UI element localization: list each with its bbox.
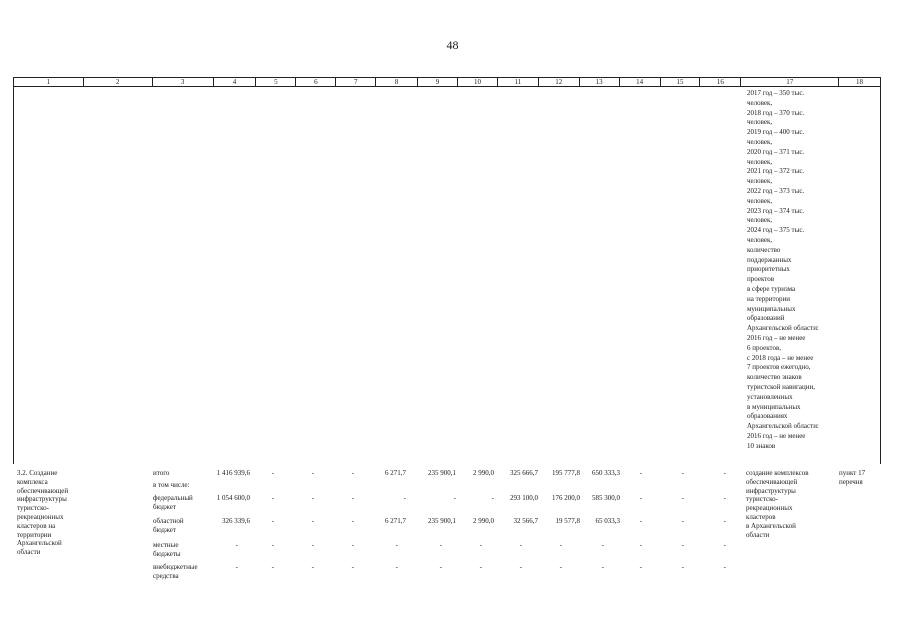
value-col-11: 32 566,7 bbox=[513, 517, 538, 525]
value-col-11: - bbox=[519, 541, 522, 549]
value-col-13: - bbox=[601, 541, 604, 549]
value-col-10: 2 990,0 bbox=[473, 517, 494, 525]
value-col-4: 326 339,6 bbox=[222, 517, 250, 525]
value-col-8: 6 271,7 bbox=[385, 517, 406, 525]
header-col-7: 7 bbox=[335, 78, 375, 86]
table-header-row bbox=[13, 77, 881, 87]
source-label: местные бюджеты bbox=[153, 541, 181, 558]
value-col-16: - bbox=[723, 494, 726, 502]
value-col-16: - bbox=[723, 469, 726, 477]
value-col-8: - bbox=[395, 541, 398, 549]
header-col-9: 9 bbox=[417, 78, 457, 86]
header-col-11: 11 bbox=[497, 78, 538, 86]
value-col-13: - bbox=[601, 563, 604, 571]
header-col-3: 3 bbox=[152, 78, 213, 86]
value-col-11: 325 666,7 bbox=[510, 469, 538, 477]
value-col-4: - bbox=[235, 541, 238, 549]
value-col-14: - bbox=[639, 541, 642, 549]
value-col-9: 235 900,1 bbox=[428, 469, 456, 477]
header-col-17: 17 bbox=[740, 78, 838, 86]
value-col-9: - bbox=[439, 541, 442, 549]
value-col-15: - bbox=[681, 494, 684, 502]
value-col-11: - bbox=[519, 563, 522, 571]
header-col-6: 6 bbox=[295, 78, 335, 86]
value-col-12: - bbox=[559, 563, 562, 571]
value-col-10: - bbox=[479, 563, 482, 571]
header-col-8: 8 bbox=[375, 78, 417, 86]
source-label: в том числе: bbox=[153, 481, 190, 489]
source-label: областной бюджет bbox=[153, 517, 184, 534]
value-col-10: 2 990,0 bbox=[473, 469, 494, 477]
value-col-16: - bbox=[723, 563, 726, 571]
value-col-14: - bbox=[639, 563, 642, 571]
value-col-15: - bbox=[681, 563, 684, 571]
header-col-4: 4 bbox=[213, 78, 256, 86]
header-col-12: 12 bbox=[538, 78, 579, 86]
value-col-14: - bbox=[639, 517, 642, 525]
value-col-4: 1 054 600,0 bbox=[216, 494, 250, 502]
page-number: 48 bbox=[446, 38, 459, 52]
value-col-7: - bbox=[351, 517, 354, 525]
value-col-8: 6 271,7 bbox=[385, 469, 406, 477]
value-col-12: 195 777,8 bbox=[552, 469, 580, 477]
value-col-13: 585 300,0 bbox=[592, 494, 620, 502]
value-col-12: - bbox=[559, 541, 562, 549]
value-col-15: - bbox=[681, 517, 684, 525]
value-col-13: 65 033,3 bbox=[595, 517, 620, 525]
header-col-15: 15 bbox=[660, 78, 700, 86]
value-col-11: 293 100,0 bbox=[510, 494, 538, 502]
value-col-12: 176 200,0 bbox=[552, 494, 580, 502]
header-col-16: 16 bbox=[699, 78, 740, 86]
source-label: федеральный бюджет bbox=[153, 494, 193, 511]
table-border-right bbox=[880, 87, 881, 464]
value-col-7: - bbox=[351, 469, 354, 477]
value-col-14: - bbox=[639, 494, 642, 502]
header-col-1: 1 bbox=[46, 78, 51, 86]
header-col-18: 18 bbox=[838, 78, 880, 86]
value-col-5: - bbox=[271, 469, 274, 477]
value-col-15: - bbox=[681, 469, 684, 477]
value-col-13: 650 333,3 bbox=[592, 469, 620, 477]
item-name: 3.2. Создание комплекса обеспечивающей инфраструктуры туристско- рекреационных кластеров на территории Архангельской области bbox=[17, 469, 69, 557]
header-col-14: 14 bbox=[619, 78, 660, 86]
value-col-8: - bbox=[395, 563, 398, 571]
source-label: внебюджетные средства bbox=[153, 563, 198, 580]
value-col-6: - bbox=[311, 563, 314, 571]
header-col-5: 5 bbox=[255, 78, 295, 86]
value-col-8: - bbox=[403, 494, 406, 502]
value-col-10: - bbox=[491, 494, 494, 502]
item-result: создание комплексов обеспечивающей инфраструктуры туристско- рекреационных кластеров в Архангельской области bbox=[746, 469, 809, 539]
header-col-10: 10 bbox=[457, 78, 497, 86]
value-col-5: - bbox=[271, 494, 274, 502]
value-col-7: - bbox=[351, 563, 354, 571]
item-reference: пункт 17 перечня bbox=[839, 469, 866, 486]
value-col-9: - bbox=[439, 563, 442, 571]
value-col-5: - bbox=[271, 563, 274, 571]
value-col-5: - bbox=[271, 541, 274, 549]
value-col-6: - bbox=[311, 494, 314, 502]
value-col-4: 1 416 939,6 bbox=[216, 469, 250, 477]
value-col-6: - bbox=[311, 469, 314, 477]
value-col-16: - bbox=[723, 541, 726, 549]
value-col-6: - bbox=[311, 541, 314, 549]
value-col-6: - bbox=[311, 517, 314, 525]
value-col-7: - bbox=[351, 494, 354, 502]
source-label: итого bbox=[153, 469, 170, 477]
value-col-10: - bbox=[479, 541, 482, 549]
continued-results-text: 2017 год – 350 тыс. человек, 2018 год – 370 тыс. человек, 2019 год – 400 тыс. человек, 2020 год – 371 тыс. человек, 2021 год – 372 тыс. человек, 2022 год – 373 тыс. человек, 2023 год – 374 тыс. человек, 2024 год – 375 тыс. человек, количество поддержанных приоритетных проектов в сфере туризма на территории муниципальных образований Архангельской области: 2016 год – не менее 6 проектов, с 2018 года – не менее 7 проектов ежегодно, количество знаков туристской навигации, установленных в муниципальных образованиях Архангельской области: 2016 год – не менее 10 знаков bbox=[747, 89, 819, 450]
value-col-15: - bbox=[681, 541, 684, 549]
value-col-12: 19 577,8 bbox=[555, 517, 580, 525]
value-col-14: - bbox=[639, 469, 642, 477]
table-border-left bbox=[13, 87, 14, 464]
header-col-2: 2 bbox=[83, 78, 152, 86]
value-col-7: - bbox=[351, 541, 354, 549]
value-col-16: - bbox=[723, 517, 726, 525]
value-col-5: - bbox=[271, 517, 274, 525]
value-col-9: - bbox=[453, 494, 456, 502]
header-col-13: 13 bbox=[579, 78, 619, 86]
value-col-9: 235 900,1 bbox=[428, 517, 456, 525]
value-col-4: - bbox=[235, 563, 238, 571]
